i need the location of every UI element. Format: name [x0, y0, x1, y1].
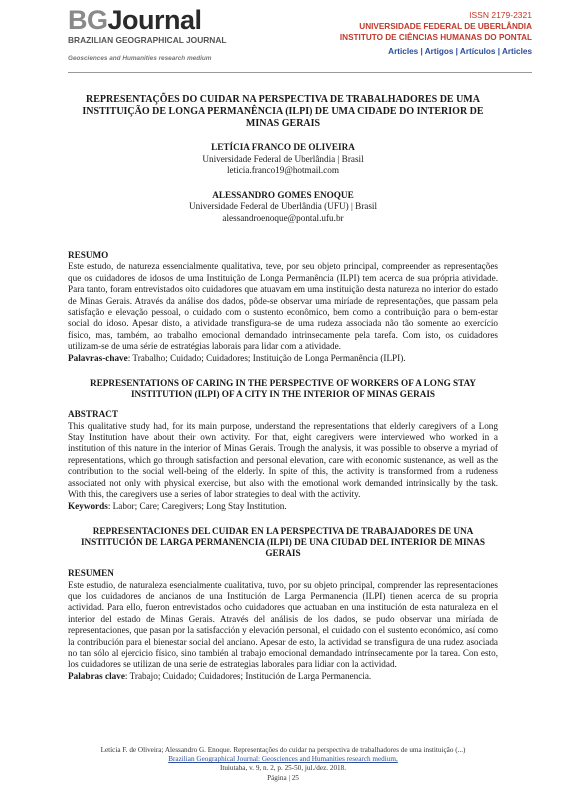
title-portuguese: REPRESENTAÇÕES DO CUIDAR NA PERSPECTIVA DE TRABALHADORES DE UMA INSTITUIÇÃO DE LONGA PERMANÊNCIA (ILPI) DE UMA CIDADE DO INTERIOR DE MINAS GERAIS [82, 94, 484, 129]
abstract-heading: ABSTRACT [68, 409, 119, 420]
title-english: REPRESENTATIONS OF CARING IN THE PERSPECTIVE OF WORKERS OF A LONG STAY INSTITUTION (ILPI) OF A CITY IN THE INTERIOR OF MINAS GERAIS [89, 378, 477, 400]
author-affiliation: Universidade Federal de Uberlândia | Brasil [202, 153, 364, 164]
journal-logo: BGJournal [68, 5, 202, 35]
header-divider [68, 72, 532, 73]
page-footer [0, 746, 566, 783]
citation-line: Letícia F. de Oliveira; Alessandro G. Enoque. Representações do cuidar na perspectiva de trabalhadores de uma instituição (...) [100, 746, 466, 754]
article-body [68, 94, 498, 682]
journal-header [0, 0, 566, 78]
author-affiliation: Universidade Federal de Uberlândia (UFU) | Brasil [188, 201, 378, 211]
university-name: UNIVERSIDADE FEDERAL DE UBERLÂNDIA [359, 22, 532, 31]
author-1 [68, 142, 498, 177]
resumo-keywords: Palavras-chave: Trabalho; Cuidado; Cuidadores; Instituição de Longa Permanência (ILPI). [68, 352, 406, 363]
abstract-text: This qualitative study had, for its main purpose, understand the representations that elderly caregivers of a Long Stay Institution have about their own activity. For that, eight caregivers were interviewed who worked in a institution of this nature in the interior of Minas Gerais. Trough the analysis, it was possible to observe a myriad of representations, which go through satisfaction and personal elevation, care with economic sustenance, as well as the contribution to the social well-being of the elderly. In spite of this, the activity is transformed from a rudeness associated not only with physical exercise, but also with the emotional work demanded intrinsically by the task. With this, the caregivers use a series of labor strategies to deal with the activity. [68, 420, 498, 500]
author-2 [68, 190, 498, 225]
header-right-block [340, 10, 532, 58]
article-section-label: Articles | Artigos | Artículos | Articles [388, 47, 532, 56]
resumen-text: Este estudio, de naturaleza esencialmente cualitativa, tuvo, por su objeto principal, comprender las representaciones que los cuidadores de ancianos de una Institución de Larga Permanencia (ILPI) tienen acerca de su propria actividad. Para ello, fueron entrevistados ocho cuidadores que actuaban en una institución de esta naturaleza en el interior del estado de Minas Gerais. Através del análisis de los dados, se pudo observar una miríada de representaciones, que pasan por la satisfacción y elevación personal, el cuidado con el sustento económico, así como la contribución para el bienestar social del anciano. Apesar de esto, la actividad se transfigura de una rudez asociada no tan sólo al ejercicio físico, sino también al trabajo emocional demandado intrínsecamente por la tarea. Con esto, los cuidadores se utilizan de una serie de estrategias laborales para lidiar con la actividad. [68, 579, 498, 670]
resumen-heading: RESUMEN [68, 568, 114, 579]
author-email: alessandroenoque@pontal.ufu.br [222, 212, 344, 223]
author-email: leticia.franco19@hotmail.com [226, 165, 340, 175]
resumen-keywords: Palabras clave: Trabajo; Cuidado; Cuidadores; Institución de Larga Permanencia. [68, 670, 372, 681]
issn: ISSN 2179-2321 [469, 10, 532, 20]
resumo-heading: RESUMO [68, 250, 109, 260]
journal-logo-subtitle: BRAZILIAN GEOGRAPHICAL JOURNAL [68, 35, 227, 45]
page-number: Página | 25 [267, 773, 299, 782]
title-spanish: REPRESENTACIONES DEL CUIDAR EN LA PERSPECTIVA DE TRABAJADORES DE UNA INSTITUCIÓN DE LARGA PERMANENCIA (ILPI) DE UNA CIUDAD DEL INTERIOR DE MINAS GERAIS [80, 525, 486, 558]
abstract-keywords: Keywords: Labor; Care; Caregivers; Long Stay Institution. [68, 500, 287, 511]
journal-logo-tagline: Geosciences and Humanities research medium [68, 55, 212, 62]
resumo-text: Este estudo, de natureza essencialmente qualitativa, teve, por seu objeto principal, compreender as representações que os cuidadores de idosos de uma Instituição de Longa Permanência (ILPI) tem acerca de sua própria atividade. Para tanto, foram entrevistados oito cuidadores que atuavam em uma instituição desta natureza no interior do estado de Minas Gerais. Através da análise dos dados, pôde-se observar uma miríade de representações, que passam pela satisfação e elevação pessoal, o cuidado com o sustento econômico, bem como a contribuição para o bem-estar social do idoso. Apesar disto, a atividade transfigura-se de uma rudeza associada não tão somente ao exercício físico, mas, também, ao trabalho emocional demandado intrinsecamente pela tarefa. Com isto, os cuidadores utilizam-se de uma série de estratégias laborais para lidar com a atividade. [68, 261, 498, 352]
journal-link[interactable]: Brazilian Geographical Journal: Geosciences and Humanities research medium, [168, 755, 398, 764]
volume-info: Ituiutaba, v. 9, n. 2, p. 25-50, jul./dez. 2018. [219, 764, 347, 773]
author-name: LETÍCIA FRANCO DE OLIVEIRA [211, 142, 355, 152]
author-name: ALESSANDRO GOMES ENOQUE [212, 189, 354, 200]
institute-name: INSTITUTO DE CIÊNCIAS HUMANAS DO PONTAL [339, 33, 532, 42]
